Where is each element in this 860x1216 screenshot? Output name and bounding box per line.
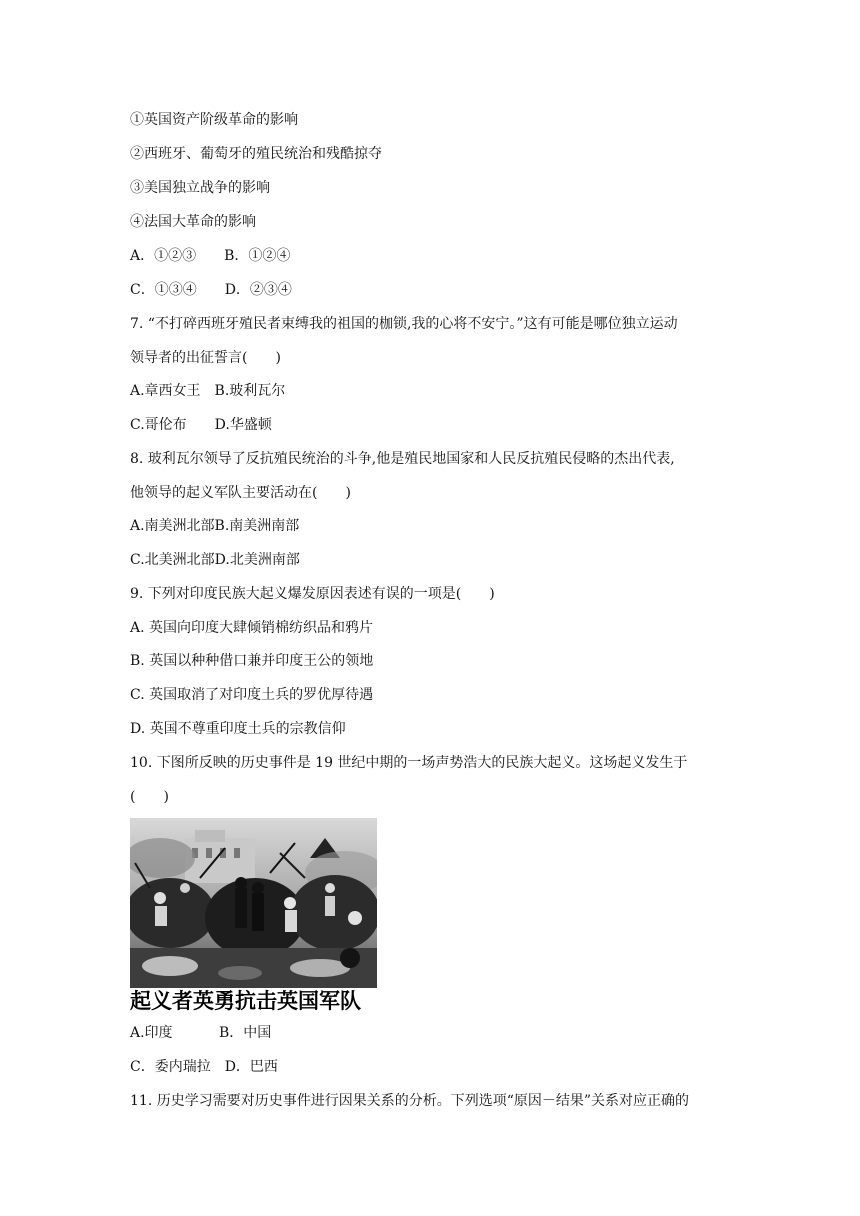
uprising-battle-illustration [130,818,377,988]
q8-stem-line1: 8. 玻利瓦尔领导了反抗殖民统治的斗争,他是殖民地国家和人民反抗殖民侵略的杰出代表, [130,451,675,467]
q8-stem-line2: 他领导的起义军队主要活动在( ) [130,485,351,501]
q9-choice-a: A. 英国向印度大肆倾销棉纺织品和鸦片 [130,620,374,636]
q6-choices-cd: C．①③④ D．②③④ [130,282,292,298]
q9-stem: 9. 下列对印度民族大起义爆发原因表述有误的一项是( ) [130,586,495,602]
q7-stem-line2: 领导者的出征誓言( ) [130,350,281,366]
q6-option-3: ③美国独立战争的影响 [130,180,270,196]
q7-choices-ab: A.章西女王 B.玻利瓦尔 [130,383,286,399]
q7-choices-cd: C.哥伦布 D.华盛顿 [130,417,272,433]
q6-choices-ab: A．①②③ B．①②④ [130,248,291,264]
q10-stem-line1: 10. 下图所反映的历史事件是 19 世纪中期的一场声势浩大的民族大起义。这场起义发生于 [130,755,688,771]
image-caption: 起义者英勇抗击英国军队 [130,989,361,1013]
q8-choices-cd: C.北美洲北部D.北美洲南部 [130,552,300,568]
q7-stem-line1: 7. “不打碎西班牙殖民者束缚我的祖国的枷锁,我的心将不安宁。”这有可能是哪位独立运动 [130,316,678,332]
q6-option-2: ②西班牙、葡萄牙的殖民统治和残酷掠夺 [130,146,382,162]
q11-stem-line1: 11. 历史学习需要对历史事件进行因果关系的分析。下列选项“原因－结果”关系对应正确的 [130,1093,690,1109]
q10-stem-line2: ( ) [130,789,169,805]
q9-choice-c: C. 英国取消了对印度土兵的罗优厚待遇 [130,687,374,703]
q9-choice-b: B. 英国以种种借口兼并印度王公的领地 [130,653,374,669]
q6-option-1: ①英国资产阶级革命的影响 [130,112,298,128]
q6-option-4: ④法国大革命的影响 [130,214,256,230]
q10-choices-ab: A.印度 B．中国 [130,1025,272,1041]
q8-choices-ab: A.南美洲北部B.南美洲南部 [130,518,300,534]
q9-choice-d: D. 英国不尊重印度土兵的宗教信仰 [130,721,346,737]
q10-choices-cd: C．委内瑞拉 D．巴西 [130,1059,278,1075]
